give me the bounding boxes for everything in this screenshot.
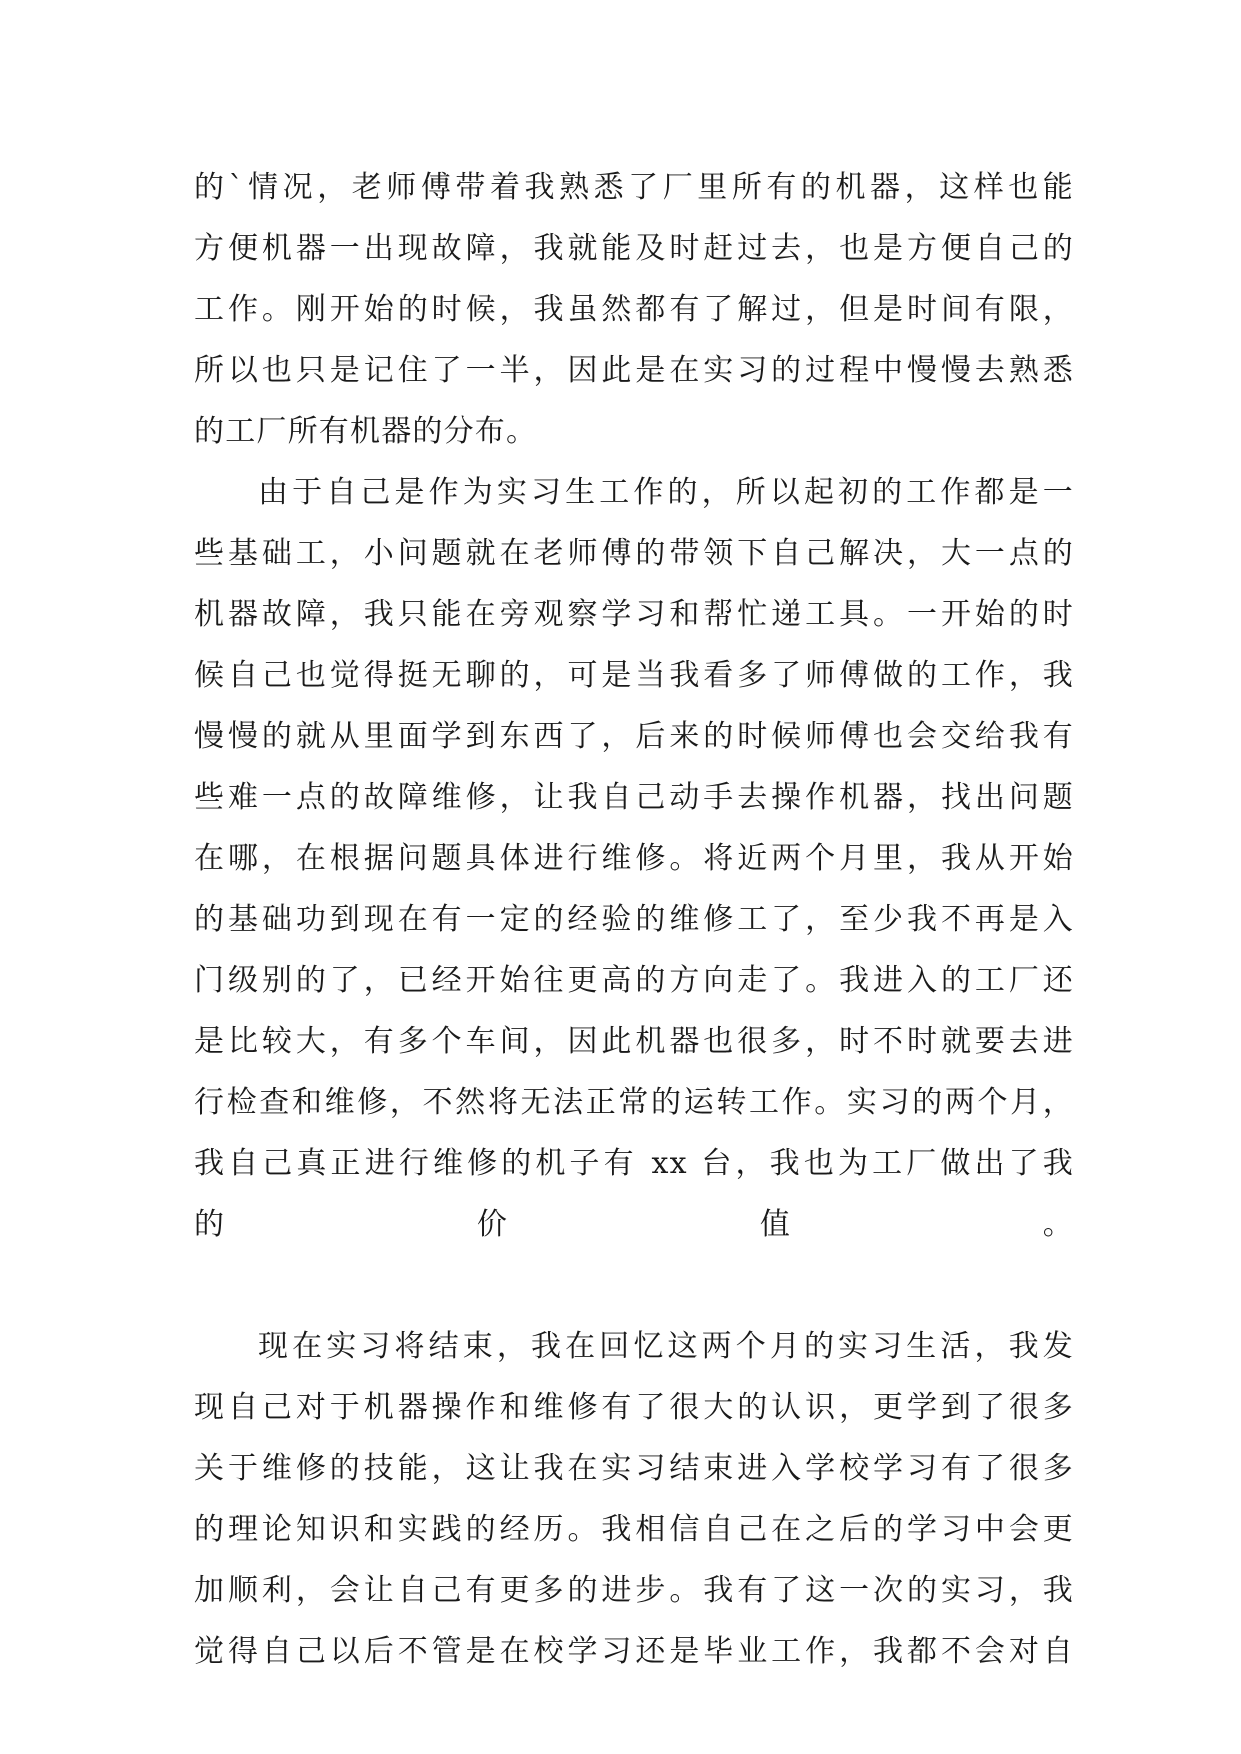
text-line: 加顺利，会让自己有更多的进步。我有了这一次的实习，我 <box>194 1573 1074 1608</box>
text-line: 方便机器一出现故障，我就能及时赶过去，也是方便自己的 <box>194 231 1074 266</box>
document-body <box>194 157 1074 1682</box>
text-line: 机器故障，我只能在旁观察学习和帮忙递工具。一开始的时 <box>194 597 1074 632</box>
text-line: 的`情况，老师傅带着我熟悉了厂里所有的机器，这样也能 <box>194 170 1074 205</box>
text-line: 些基础工，小问题就在老师傅的带领下自己解决，大一点的 <box>194 536 1074 571</box>
text-line: 门级别的了，已经开始往更高的方向走了。我进入的工厂还 <box>194 963 1074 998</box>
paragraph-first-line: 现在实习将结束，我在回忆这两个月的实习生活，我发 <box>258 1329 1074 1364</box>
paragraph-first-line: 由于自己是作为实习生工作的，所以起初的工作都是一 <box>258 475 1074 510</box>
text-line: 是比较大，有多个车间，因此机器也很多，时不时就要去进 <box>194 1024 1074 1059</box>
text-line <box>194 1255 1074 1316</box>
text-line: 所以也只是记住了一半，因此是在实习的过程中慢慢去熟悉 <box>194 353 1074 388</box>
text-line: 的理论知识和实践的经历。我相信自己在之后的学习中会更 <box>194 1512 1074 1547</box>
text-line: 行检查和维修，不然将无法正常的运转工作。实习的两个月， <box>194 1085 1074 1120</box>
text-line: 候自己也觉得挺无聊的，可是当我看多了师傅做的工作，我 <box>194 658 1074 693</box>
text-line: 的价值。 <box>194 1207 1074 1242</box>
text-line: 慢慢的就从里面学到东西了，后来的时候师傅也会交给我有 <box>194 719 1074 754</box>
text-line: 关于维修的技能，这让我在实习结束进入学校学习有了很多 <box>194 1451 1074 1486</box>
text-line: 在哪，在根据问题具体进行维修。将近两个月里，我从开始 <box>194 841 1074 876</box>
text-line: 工作。刚开始的时候，我虽然都有了解过，但是时间有限， <box>194 292 1074 327</box>
text-line: 我自己真正进行维修的机子有 xx 台，我也为工厂做出了我 <box>194 1146 1074 1181</box>
text-line: 现自己对于机器操作和维修有了很大的认识，更学到了很多 <box>194 1390 1074 1425</box>
text-line: 些难一点的故障维修，让我自己动手去操作机器，找出问题 <box>194 780 1074 815</box>
text-line: 觉得自己以后不管是在校学习还是毕业工作，我都不会对自 <box>194 1634 1074 1669</box>
text-line: 的基础功到现在有一定的经验的维修工了，至少我不再是入 <box>194 902 1074 937</box>
text-line: 的工厂所有机器的分布。 <box>194 414 538 449</box>
